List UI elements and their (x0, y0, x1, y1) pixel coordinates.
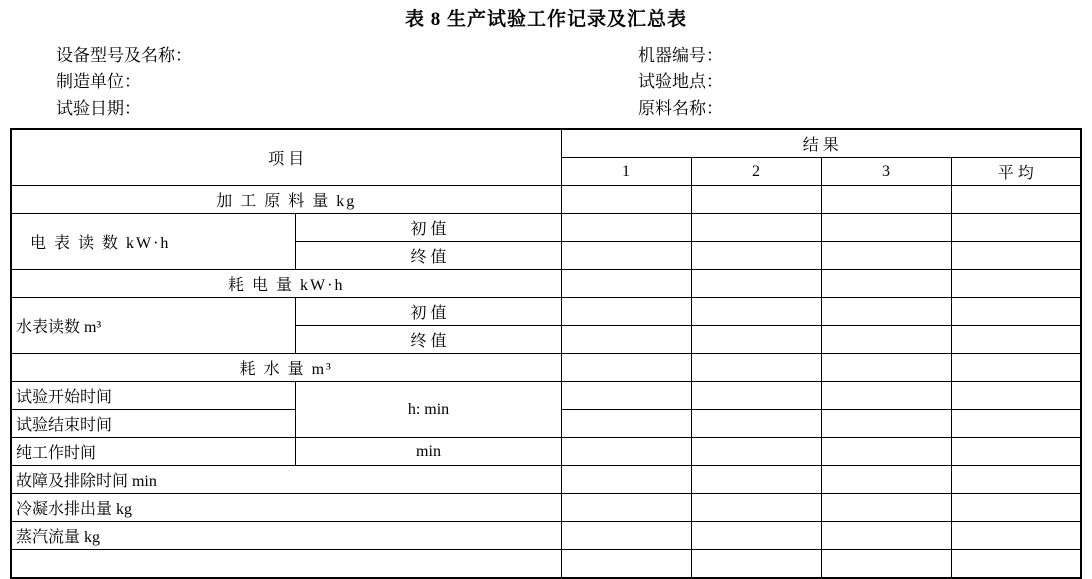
table-row (11, 186, 1081, 214)
field-test-date: 试验日期： (56, 98, 141, 118)
cell-value[interactable] (691, 186, 821, 214)
field-test-location: 试验地点： (638, 72, 723, 92)
table-row (11, 466, 1081, 494)
col-header-result: 结 果 (561, 129, 1081, 158)
cell-value[interactable] (691, 326, 821, 354)
cell-value[interactable] (691, 298, 821, 326)
cell-value[interactable] (561, 466, 691, 494)
header-fields (0, 43, 1092, 122)
row-unit-hmin: h: min (296, 382, 561, 438)
cell-value[interactable] (561, 382, 691, 410)
cell-value[interactable] (821, 410, 951, 438)
cell-value[interactable] (951, 270, 1081, 298)
header-row (0, 43, 1092, 69)
cell-value[interactable] (951, 466, 1081, 494)
cell-value[interactable] (821, 270, 951, 298)
cell-value[interactable] (951, 242, 1081, 270)
cell-value[interactable] (561, 270, 691, 298)
row-label-net-working-time: 纯工作时间 (11, 438, 296, 466)
cell-value[interactable] (561, 494, 691, 522)
cell-value[interactable] (821, 494, 951, 522)
field-equipment-model: 设备型号及名称： (56, 46, 192, 65)
table-header-row (11, 129, 1081, 158)
cell-value[interactable] (691, 270, 821, 298)
cell-value[interactable] (951, 298, 1081, 326)
cell-value[interactable] (821, 382, 951, 410)
row-label-end-time: 试验结束时间 (11, 410, 296, 438)
cell-value[interactable] (691, 410, 821, 438)
table-row (11, 522, 1081, 550)
col-header-3: 3 (821, 158, 951, 186)
cell-value[interactable] (821, 186, 951, 214)
col-header-average: 平 均 (951, 158, 1081, 186)
row-label-start-time: 试验开始时间 (11, 382, 296, 410)
field-manufacturer: 制造单位： (56, 72, 141, 92)
table-row (11, 438, 1081, 466)
col-header-1: 1 (561, 158, 691, 186)
cell-value[interactable] (691, 438, 821, 466)
table-row (11, 298, 1081, 326)
row-label-raw-material: 加 工 原 料 量 kg (11, 186, 561, 214)
cell-value[interactable] (821, 298, 951, 326)
cell-value[interactable] (561, 214, 691, 242)
row-unit-min: min (296, 438, 561, 466)
cell-value[interactable] (951, 438, 1081, 466)
cell-value[interactable] (561, 410, 691, 438)
cell-value[interactable] (951, 382, 1081, 410)
col-header-2: 2 (691, 158, 821, 186)
cell-value[interactable] (691, 494, 821, 522)
table-row (11, 494, 1081, 522)
table-row (11, 382, 1081, 410)
row-label-fault-time: 故障及排除时间 min (11, 466, 561, 494)
row-label-water-meter: 水表读数 m³ (11, 298, 296, 354)
row-label-condensate: 冷凝水排出量 kg (11, 494, 561, 522)
cell-value[interactable] (821, 214, 951, 242)
cell-value[interactable] (821, 438, 951, 466)
row-label-empty (11, 550, 561, 579)
cell-value[interactable] (561, 186, 691, 214)
cell-value[interactable] (691, 242, 821, 270)
field-material-name: 原料名称： (638, 98, 723, 118)
table-row (11, 550, 1081, 579)
cell-value[interactable] (691, 550, 821, 579)
table-row (11, 270, 1081, 298)
cell-value[interactable] (691, 522, 821, 550)
cell-value[interactable] (951, 494, 1081, 522)
cell-value[interactable] (821, 326, 951, 354)
col-header-item: 项 目 (11, 129, 561, 186)
row-label-meter-reading: 电 表 读 数 kW·h (11, 214, 296, 270)
cell-value[interactable] (561, 438, 691, 466)
header-row (0, 96, 1092, 122)
cell-value[interactable] (561, 298, 691, 326)
table-row (11, 214, 1081, 242)
field-machine-number: 机器编号： (638, 46, 723, 65)
cell-value[interactable] (951, 550, 1081, 579)
cell-value[interactable] (821, 242, 951, 270)
row-label-steam-flow: 蒸汽流量 kg (11, 522, 561, 550)
page-title: 表 8 生产试验工作记录及汇总表 (404, 9, 687, 30)
cell-value[interactable] (951, 354, 1081, 382)
cell-value[interactable] (561, 354, 691, 382)
cell-value[interactable] (951, 410, 1081, 438)
cell-value[interactable] (691, 354, 821, 382)
header-row (0, 69, 1092, 95)
cell-value[interactable] (561, 522, 691, 550)
cell-value[interactable] (561, 550, 691, 579)
cell-value[interactable] (951, 326, 1081, 354)
cell-value[interactable] (561, 326, 691, 354)
record-table (10, 128, 1082, 579)
cell-value[interactable] (821, 466, 951, 494)
row-sublabel-final: 终 值 (296, 242, 561, 270)
row-label-water-consumption: 耗 水 量 m³ (11, 354, 561, 382)
cell-value[interactable] (691, 214, 821, 242)
cell-value[interactable] (561, 242, 691, 270)
row-sublabel-initial: 初 值 (296, 214, 561, 242)
cell-value[interactable] (951, 522, 1081, 550)
cell-value[interactable] (691, 382, 821, 410)
row-sublabel-initial: 初 值 (296, 298, 561, 326)
cell-value[interactable] (821, 522, 951, 550)
cell-value[interactable] (951, 214, 1081, 242)
cell-value[interactable] (821, 550, 951, 579)
cell-value[interactable] (821, 354, 951, 382)
cell-value[interactable] (951, 186, 1081, 214)
cell-value[interactable] (691, 466, 821, 494)
row-label-power-consumption: 耗 电 量 kW·h (11, 270, 561, 298)
row-sublabel-final: 终 值 (296, 326, 561, 354)
table-row (11, 354, 1081, 382)
